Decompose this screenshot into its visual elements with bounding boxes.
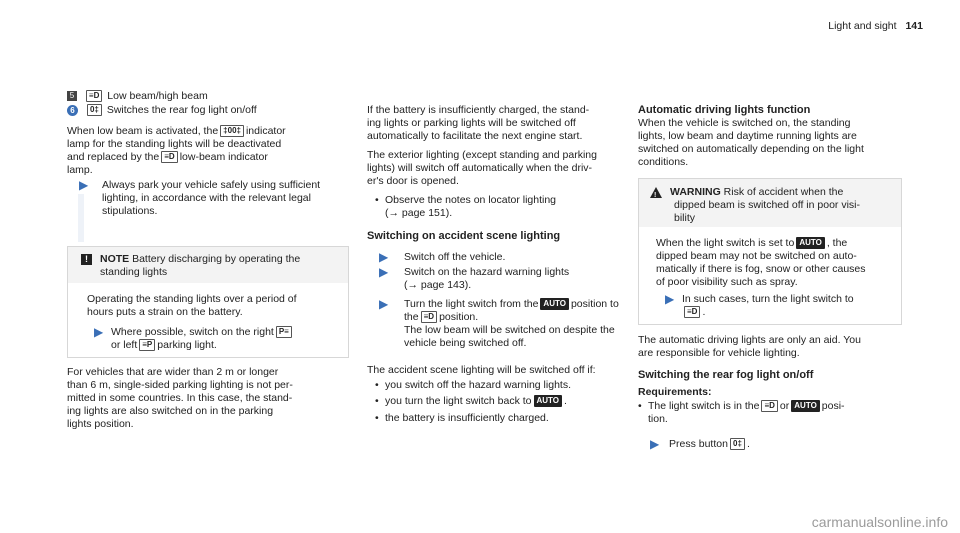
bullet-item: • the battery is insufficiently charged. <box>385 412 549 425</box>
text: In such cases, turn the light switch to <box>682 293 854 305</box>
auto-light-icon: AUTO <box>540 298 569 310</box>
text: Battery discharging by operating the <box>132 253 301 265</box>
auto-light-icon: AUTO <box>791 400 820 412</box>
note-icon: ! <box>81 254 92 265</box>
step-bar <box>78 194 84 242</box>
text: lights, low beam and daytime running lights are <box>638 130 857 142</box>
text: than 6 m, single-sided parking lighting is not per‐ <box>67 379 293 391</box>
arrow-icon: ▶ <box>79 178 89 192</box>
section-heading: Automatic driving lights function <box>638 104 811 116</box>
text: Switch off the vehicle. <box>404 251 506 263</box>
legend-item-6 <box>67 104 257 117</box>
text: Risk of accident when the <box>723 186 844 198</box>
text: vehicle being switched off. <box>404 337 527 349</box>
page-header <box>828 20 923 33</box>
text: the <box>404 311 419 323</box>
text: lamp for the standing lights will be deactivated <box>67 138 282 150</box>
arrow-icon: ▶ <box>379 250 389 264</box>
arrow-icon: ▶ <box>379 265 389 279</box>
rear-fog-icon: 0‡ <box>87 104 102 116</box>
note-label: NOTE <box>100 253 130 265</box>
text: stipulations. <box>102 205 158 217</box>
text: mitted in some countries. In this case, the stand‐ <box>67 392 293 404</box>
text: conditions. <box>638 156 689 168</box>
text: Switch on the hazard warning lights <box>404 266 570 278</box>
header-title: Light and sight <box>828 20 897 32</box>
warning-label: WARNING <box>670 186 721 198</box>
page-link[interactable]: (→ page 151). <box>385 207 453 219</box>
low-beam-icon: ≡D <box>761 400 777 412</box>
page-number: 141 <box>905 20 923 32</box>
paragraph <box>367 149 635 188</box>
section-heading: Switching on accident scene lighting <box>367 230 561 242</box>
left-parking-light-icon: ≡P <box>139 339 155 351</box>
text: are responsible for vehicle lighting. <box>638 347 800 359</box>
item-number: 5 <box>67 91 77 101</box>
text: bility <box>674 212 696 224</box>
text: tion. <box>648 413 668 425</box>
text: hours puts a strain on the battery. <box>87 306 243 318</box>
paragraph <box>367 104 635 143</box>
text: Operating the standing lights over a period of <box>87 293 297 305</box>
text: When low beam is activated, the <box>67 125 219 137</box>
page-link[interactable]: (→ page 143). <box>404 279 472 291</box>
paragraph <box>67 366 339 431</box>
text: lamp. <box>67 164 93 176</box>
text: ing lights or parking lights will be switched off <box>367 117 576 129</box>
text: or left <box>111 339 138 351</box>
auto-light-icon: AUTO <box>534 395 563 407</box>
paragraph <box>67 125 335 177</box>
requirements-label: Requirements: <box>638 386 712 398</box>
arrow-icon: ▶ <box>94 325 104 339</box>
text: position to <box>570 298 619 310</box>
text: dipped beam is switched off in poor visi‐ <box>674 199 860 211</box>
section-heading: Switching the rear fog light on/off <box>638 369 814 381</box>
text: matically if there is fog, snow or other causes <box>656 263 866 275</box>
bullet-item <box>648 400 898 426</box>
text: low-beam indicator <box>179 151 268 163</box>
bullet-item: • you turn the light switch back to AUTO . <box>385 395 567 408</box>
text: and replaced by the <box>67 151 160 163</box>
warning-icon: ! <box>650 187 662 198</box>
paragraph: The accident scene lighting will be switched off if: <box>367 364 596 376</box>
note-box <box>67 246 349 358</box>
text: The automatic driving lights are only an aid. You <box>638 334 861 346</box>
text: lights) will switch off automatically when the driv‐ <box>367 162 593 174</box>
text: Turn the light switch from the <box>404 298 539 310</box>
legend-item-5 <box>67 90 208 103</box>
text: parking light. <box>157 339 217 351</box>
arrow-icon: ▶ <box>379 297 389 311</box>
low-beam-icon: ≡D <box>684 306 700 318</box>
low-beam-icon: ≡D <box>421 311 437 323</box>
text: • Observe the notes on locator lighting <box>385 194 635 207</box>
text: For vehicles that are wider than 2 m or longer <box>67 366 279 378</box>
text: position. <box>439 311 479 323</box>
text: When the vehicle is switched on, the standing <box>638 117 851 129</box>
bullet-item: • you switch off the hazard warning lights. <box>385 379 571 392</box>
warning-box: ! WARNING Risk of accident when the dipped beam is switched off in poor visi‐ bility When the light switch is set to AUTO , the dipped beam may not be switched on auto‐ matically if there is fog, snow or other causes of poor visibility such as spray. ▶ In such cases, turn the light switch to ≡D . <box>638 178 902 325</box>
low-beam-icon: ≡D <box>86 90 102 102</box>
text: dipped beam may not be switched on auto‐ <box>656 250 857 262</box>
text: The light switch is in the <box>648 400 760 412</box>
paragraph <box>638 117 900 169</box>
text: posi‐ <box>821 400 845 412</box>
text: switched on automatically depending on the light <box>638 143 864 155</box>
paragraph <box>638 334 900 360</box>
text: The low beam will be switched on despite the <box>404 324 615 336</box>
standing-lights-icon: ‡00‡ <box>220 125 244 137</box>
text: you turn the light switch back to <box>385 395 532 407</box>
text: Always park your vehicle safely using sufficient <box>102 179 321 191</box>
bullet-item <box>385 194 635 220</box>
text: If the battery is insufficiently charged, the stand‐ <box>367 104 590 116</box>
low-beam-icon: ≡D <box>161 151 177 163</box>
legend-text: Switches the rear fog light on/off <box>106 104 257 116</box>
auto-light-icon: AUTO <box>796 237 825 249</box>
arrow-icon: ▶ <box>665 292 675 306</box>
right-parking-light-icon: P≡ <box>276 326 292 338</box>
text: ing lights are also switched on in the parking <box>67 405 274 417</box>
text: automatically to facilitate the next engine start. <box>367 130 583 142</box>
text: When the light switch is set to <box>656 237 795 249</box>
text: indicator <box>245 125 286 137</box>
text: The exterior lighting (except standing and parking <box>367 149 597 161</box>
rear-fog-button-icon: 0‡ <box>730 438 745 450</box>
text: Where possible, switch on the right <box>111 326 274 338</box>
text: standing lights <box>100 266 168 278</box>
text: lighting, in accordance with the relevant legal <box>102 192 311 204</box>
text: Press button <box>669 438 728 450</box>
text: er's door is opened. <box>367 175 459 187</box>
text: of poor visibility such as spray. <box>656 276 798 288</box>
text: lights position. <box>67 418 134 430</box>
text: or <box>779 400 790 412</box>
item-number: 6 <box>67 105 78 116</box>
arrow-icon: ▶ <box>650 437 660 451</box>
legend-text: Low beam/high beam <box>107 90 208 102</box>
watermark: carmanualsonline.info <box>811 514 948 530</box>
